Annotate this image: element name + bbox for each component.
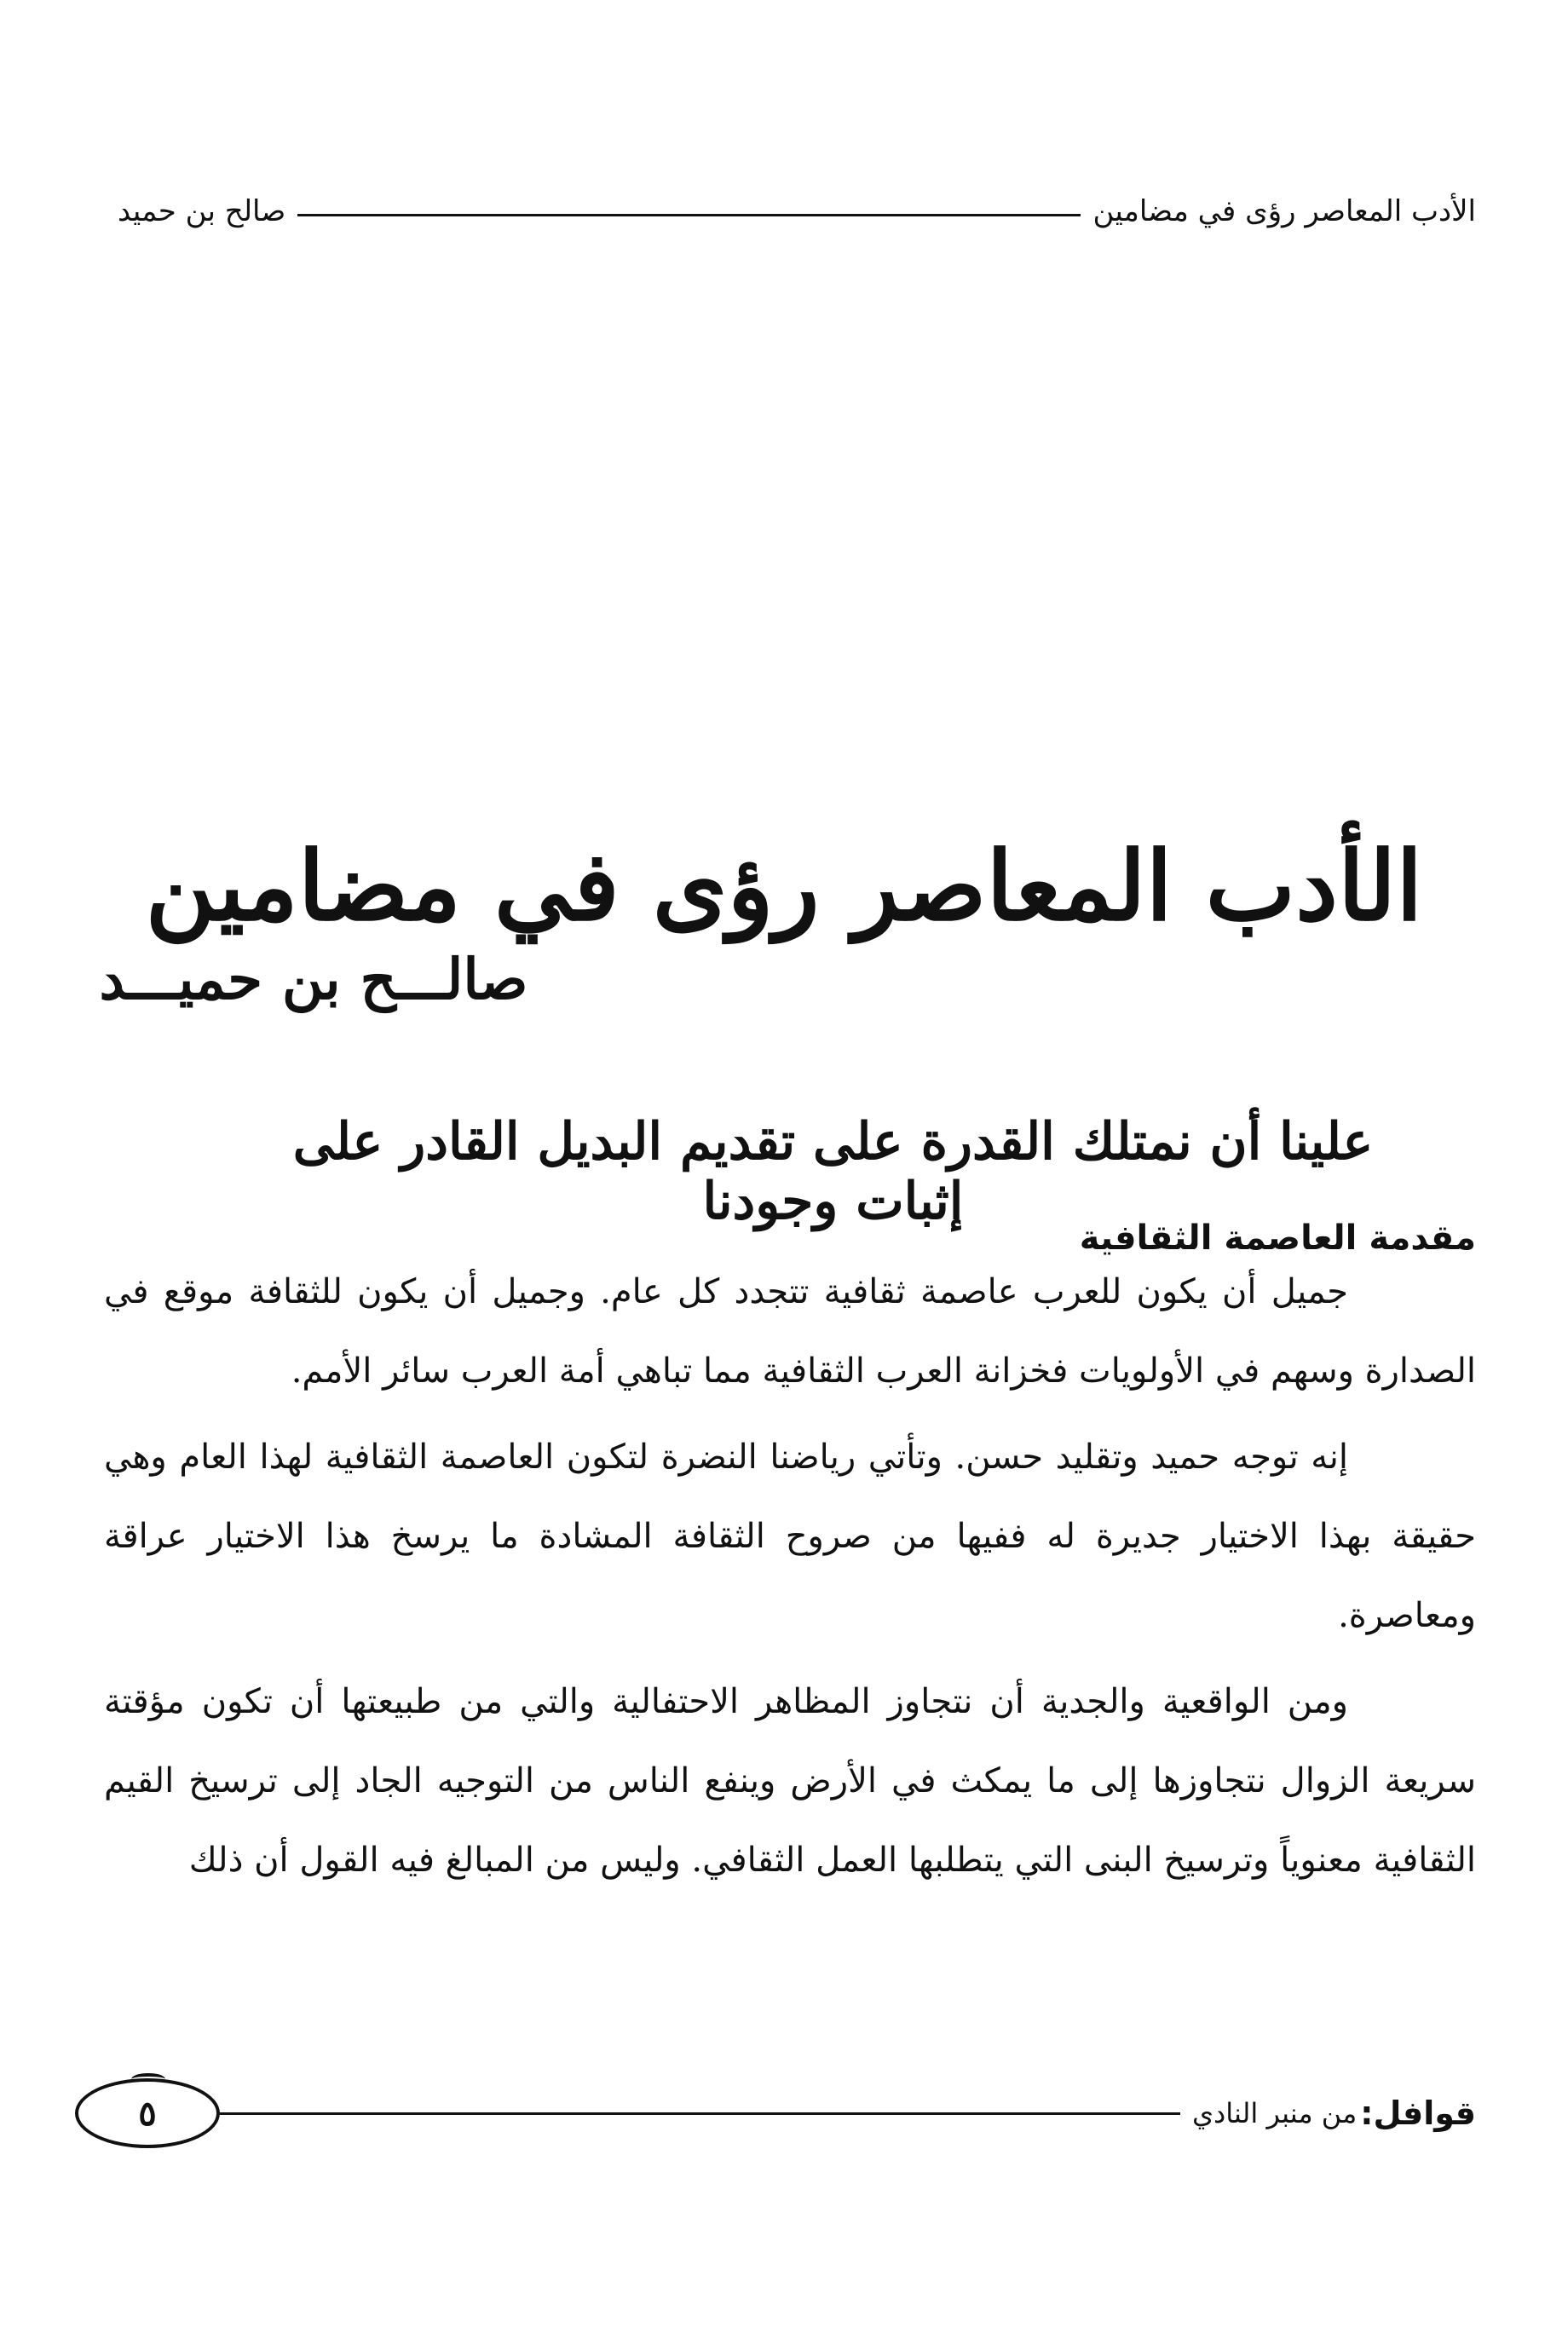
page-number-badge (75, 2078, 220, 2148)
article-author: صالـــح بن حميـــد (99, 946, 528, 1012)
article-title: الأدب المعاصر رؤى في مضامين (145, 831, 1423, 943)
section-heading: مقدمة العاصمة الثقافية (1079, 1219, 1476, 1258)
running-header-author: صالح بن حميد (118, 194, 286, 228)
article-subtitle: علينا أن نمتلك القدرة على تقديم البديل القادر على إثبات وجودنا (292, 1111, 1374, 1231)
page-number: ٥ (138, 2093, 157, 2134)
body-paragraph: ومن الواقعية والجدية أن نتجاوز المظاهر الاحتفالية والتي من طبيعتها أن تكون مؤقتة سريعة الزوال نتجاوزها إلى ما يمكث في الأرض وينفع الناس من التوجيه الجاد إلى ترسيخ القيم الثقافية معنوياً وترسيخ البنى التي يتطلبها العمل الثقافي. وليس من المبالغ فيه القول أن ذلك (104, 1682, 1476, 1880)
running-header (118, 186, 1476, 237)
footer-brand-name: قوافل (1373, 2094, 1476, 2132)
footer-separator: : (1360, 2094, 1374, 2132)
footer-section-name: من منبر النادي (1191, 2097, 1358, 2129)
footer-rule (220, 2112, 1180, 2115)
page-footer (75, 2062, 1476, 2164)
article-body (104, 1253, 1476, 1907)
running-header-book-title: الأدب المعاصر رؤى في مضامين (1092, 194, 1476, 228)
body-paragraph: إنه توجه حميد وتقليد حسن. وتأتي رياضنا النضرة لتكون العاصمة الثقافية لهذا العام وهي حقيقة بهذا الاختيار جديرة له ففيها من صروح الثقافة المشادة ما يرسخ هذا الاختيار عراقة ومعاصرة. (104, 1438, 1476, 1635)
footer-brand (1360, 2094, 1476, 2132)
body-paragraph: جميل أن يكون للعرب عاصمة ثقافية تتجدد كل عام. وجميل أن يكون للثقافة موقع في الصدارة وسهم في الأولويات فخزانة العرب الثقافية مما تباهي أمة العرب سائر الأمم. (104, 1272, 1476, 1391)
running-header-rule (297, 214, 1081, 216)
